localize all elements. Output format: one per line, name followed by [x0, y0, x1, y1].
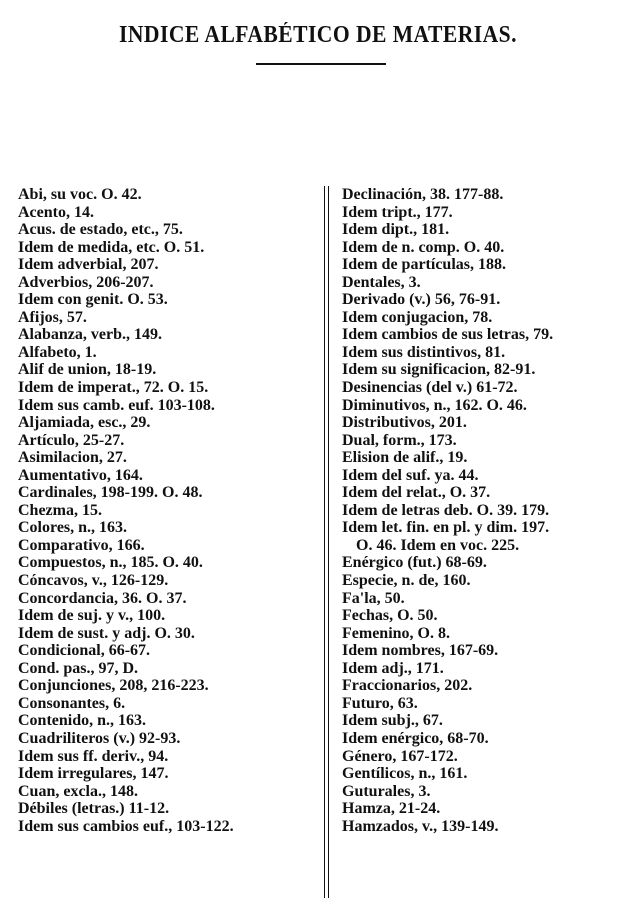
index-entry: Idem sus ff. deriv., 94.: [18, 747, 169, 765]
index-entry: Alabanza, verb., 149.: [18, 326, 162, 344]
index-entry: Futuro, 63.: [342, 694, 418, 712]
index-entry: Idem del relat., O. 37.: [342, 484, 491, 502]
index-entry: Idem de n. comp. O. 40.: [342, 238, 505, 256]
index-entry: Asimilacion, 27.: [18, 449, 127, 467]
index-entry: Idem del suf. ya. 44.: [342, 466, 479, 484]
index-entry: Gentílicos, n., 161.: [342, 765, 468, 783]
index-entry: Cuan, excla., 148.: [18, 782, 138, 800]
index-entry: Acus. de estado, etc., 75.: [18, 221, 183, 239]
index-entry: Idem sus distintivos, 81.: [342, 343, 506, 361]
index-entry: Fa'la, 50.: [342, 589, 405, 607]
index-entry: Idem de sust. y adj. O. 30.: [18, 624, 195, 642]
index-entry: Afijos, 57.: [18, 308, 87, 326]
index-entry: Idem irregulares, 147.: [18, 765, 169, 783]
index-entry: O. 46. Idem en voc. 225.: [356, 536, 520, 554]
index-entry: Concordancia, 36. O. 37.: [18, 589, 187, 607]
index-entry: Desinencias (del v.) 61-72.: [342, 379, 518, 397]
index-entry: Hamzados, v., 139-149.: [342, 817, 499, 835]
index-entry: Dentales, 3.: [342, 273, 421, 291]
index-entry: Compuestos, n., 185. O. 40.: [18, 554, 203, 572]
index-entry: Consonantes, 6.: [18, 694, 126, 712]
index-entry: Conjunciones, 208, 216-223.: [18, 677, 209, 695]
index-column-right: [342, 186, 632, 835]
index-entry: Idem de medida, etc. O. 51.: [18, 238, 205, 256]
title-rule: [256, 63, 386, 65]
page-title: INDICE ALFABÉTICO DE MATERIAS.: [119, 22, 517, 48]
index-entry: Artículo, 25-27.: [18, 431, 125, 449]
index-entry: Idem de partículas, 188.: [342, 256, 506, 274]
index-entry: Declinación, 38. 177-88.: [342, 186, 504, 203]
index-entry: Adverbios, 206-207.: [18, 273, 154, 291]
index-entry: Condicional, 66-67.: [18, 642, 151, 660]
index-entry: Abi, su voc. O. 42.: [18, 186, 142, 203]
index-entry: Fechas, O. 50.: [342, 607, 438, 625]
index-entry: Idem nombres, 167-69.: [342, 642, 499, 660]
index-entry: Idem let. fin. en pl. y dim. 197.: [342, 519, 550, 537]
index-entry: Idem tript., 177.: [342, 203, 453, 221]
index-entry: Colores, n., 163.: [18, 519, 128, 537]
index-entry: Acento, 14.: [18, 203, 94, 221]
index-entry: Idem de suj. y v., 100.: [18, 607, 166, 625]
index-entry: Idem dipt., 181.: [342, 221, 450, 239]
index-entry: Elision de alif., 19.: [342, 449, 468, 467]
index-entry: Idem con genit. O. 53.: [18, 291, 168, 309]
index-entry: Enérgico (fut.) 68-69.: [342, 554, 487, 572]
index-entry: Idem de imperat., 72. O. 15.: [18, 379, 209, 397]
index-entry: Diminutivos, n., 162. O. 46.: [342, 396, 527, 414]
index-entry: Cardinales, 198-199. O. 48.: [18, 484, 203, 502]
index-entry: Idem cambios de sus letras, 79.: [342, 326, 554, 344]
index-entry: Guturales, 3.: [342, 782, 431, 800]
index-entry: Especie, n. de, 160.: [342, 572, 471, 590]
index-entry: Idem de letras deb. O. 39. 179.: [342, 501, 550, 519]
index-entry: Dual, form., 173.: [342, 431, 457, 449]
index-entry: Alfabeto, 1.: [18, 343, 97, 361]
index-entry: Distributivos, 201.: [342, 414, 467, 432]
index-entry: Cond. pas., 97, D.: [18, 659, 139, 677]
index-entry: Cuadriliteros (v.) 92-93.: [18, 729, 181, 747]
index-entry: Idem adj., 171.: [342, 659, 444, 677]
index-entry: Idem adverbial, 207.: [18, 256, 159, 274]
index-entry: Derivado (v.) 56, 76-91.: [342, 291, 501, 309]
index-entry: Idem su significacion, 82-91.: [342, 361, 536, 379]
index-entry: Comparativo, 166.: [18, 536, 145, 554]
index-column-left: [18, 186, 318, 835]
column-divider: [324, 186, 329, 898]
index-entry: Contenido, n., 163.: [18, 712, 147, 730]
index-entry: Aumentativo, 164.: [18, 466, 143, 484]
index-entry: Débiles (letras.) 11-12.: [18, 800, 170, 818]
index-entry: Género, 167-172.: [342, 747, 458, 765]
index-entry: Alif de union, 18-19.: [18, 361, 157, 379]
index-entry: Chezma, 15.: [18, 501, 102, 519]
index-entry: Fraccionarios, 202.: [342, 677, 473, 695]
index-entry: Idem enérgico, 68-70.: [342, 729, 489, 747]
index-entry: Idem conjugacion, 78.: [342, 308, 493, 326]
index-entry: Idem sus camb. euf. 103-108.: [18, 396, 215, 414]
index-entry: Idem sus cambios euf., 103-122.: [18, 817, 234, 835]
index-entry: Aljamiada, esc., 29.: [18, 414, 151, 432]
index-entry: Femenino, O. 8.: [342, 624, 450, 642]
index-entry: Cóncavos, v., 126-129.: [18, 572, 169, 590]
index-entry: Hamza, 21-24.: [342, 800, 441, 818]
index-entry: Idem subj., 67.: [342, 712, 443, 730]
